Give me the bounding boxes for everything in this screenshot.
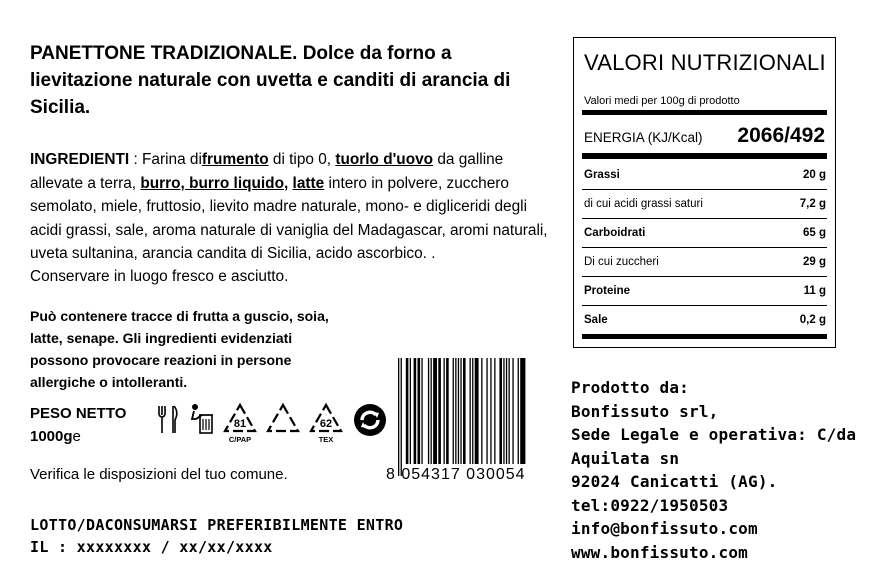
energy-row [584, 124, 825, 148]
barcode-bar [406, 358, 409, 464]
barcode-bar [512, 358, 513, 464]
barcode-bar [453, 358, 454, 464]
row-divider [582, 305, 827, 306]
barcode-bar [444, 358, 445, 464]
barcode-bar [486, 358, 487, 464]
producer-line: info@bonfissuto.com [571, 519, 758, 538]
barcode-bar [520, 358, 525, 464]
barcode-bar [470, 358, 471, 464]
nutrition-row: Sale 0,2 g [584, 314, 826, 326]
svg-text:C/PAP: C/PAP [228, 435, 252, 444]
nutrition-table [573, 37, 836, 348]
barcode-bar [421, 358, 422, 464]
allergen-highlight: frumento [201, 151, 269, 168]
net-weight-label: PESO NETTO [30, 405, 127, 422]
ingredients-part: da galline allevate a terra, [30, 151, 504, 192]
producer-line: Bonfissuto srl, [571, 401, 719, 421]
energy-label: ENERGIA (KJ/Kcal) [584, 130, 703, 145]
barcode-bar [431, 358, 432, 464]
barcode-number: 8 054317 030054 [386, 466, 526, 483]
barcode-bar [446, 358, 449, 464]
svg-text:62: 62 [319, 418, 333, 430]
divider [582, 110, 827, 115]
barcode-bar [428, 358, 429, 464]
barcode-bar [410, 358, 411, 464]
divider [582, 334, 827, 339]
barcode-bar [490, 358, 491, 464]
barcode-bar [458, 358, 459, 464]
row-divider [582, 247, 827, 248]
nutrition-row: Proteine 11 g [584, 285, 826, 297]
ingredients-label: INGREDIENTI [30, 151, 130, 168]
barcode-bar [460, 358, 461, 464]
divider [582, 153, 827, 159]
disposal-note: Verifica le disposizioni del tuo comune. [30, 466, 288, 483]
nutrition-title: VALORI NUTRIZIONALI [584, 50, 826, 75]
barcode-bar [506, 358, 507, 464]
recycle-plain-icon [266, 402, 300, 436]
barcode-bar [398, 358, 399, 476]
barcode-bar [518, 358, 519, 464]
allergen-highlight: latte [292, 174, 325, 192]
storage-instructions: Conservare in luogo fresco e asciutto. [30, 268, 289, 285]
ingredients-part: : Farina di [129, 151, 202, 168]
producer-line: Aquilata sn [571, 448, 680, 468]
energy-value: 2066/492 [737, 124, 825, 147]
ingredients-text [30, 148, 550, 266]
barcode-bar [494, 358, 495, 464]
allergen-highlight: burro, burro liquido, [140, 174, 289, 192]
producer-info [571, 376, 856, 564]
net-weight-value: 1000ge [30, 428, 81, 445]
barcode-bar [481, 358, 482, 464]
food-contact-icon [156, 402, 182, 436]
nutrition-row: Grassi 20 g [584, 169, 826, 181]
ingredients-part: di tipo 0, [268, 151, 336, 168]
recycle-81-icon [222, 402, 258, 446]
barcode-bar [401, 358, 402, 476]
producer-line: 92024 Canicatti (AG). [571, 472, 778, 491]
barcode-bar [472, 358, 473, 464]
barcode-bar [499, 358, 502, 464]
nutrition-subtitle: Valori medi per 100g di prodotto [584, 95, 740, 107]
svg-text:81: 81 [233, 418, 247, 430]
nutrition-row: Di cui zuccheri 29 g [584, 256, 826, 268]
row-divider [582, 218, 827, 219]
barcode-bar [503, 358, 504, 464]
recycle-62-icon [308, 402, 344, 446]
allergen-warning: Può contenere tracce di frutta a guscio, soia, latte, senape. Gli ingredienti evidenziati possono provocare reazioni in persone allergiche o intolleranti. [30, 308, 329, 390]
lot-line-2: IL : xxxxxxxx / xx/xx/xxxx [30, 538, 273, 556]
producer-line: tel:0922/1950503 [571, 495, 729, 515]
barcode-bar [455, 358, 456, 464]
row-divider [582, 276, 827, 277]
bin-icon [190, 402, 214, 436]
nutrition-row: di cui acidi grassi saturi 7,2 g [584, 198, 826, 210]
barcode-bar [418, 358, 421, 464]
lot-line-1: LOTTO/DACONSUMARSI PREFERIBILMENTE ENTRO [30, 516, 404, 534]
ingredients-part: intero in polvere, zucchero semolato, miele, fruttosio, lievito madre naturale, mono- e digliceridi degli acidi grassi, sale, aroma naturale di vaniglia del Madagascar, aromi naturali, uveta sultanina, arancia candita di Sicilia, acido ascorbico. . [30, 174, 548, 262]
barcode-bar [414, 358, 417, 464]
barcode-bar [463, 358, 466, 464]
svg-text:TEX: TEX [318, 435, 334, 444]
lot-expiry [30, 514, 403, 558]
row-divider [582, 189, 827, 190]
producer-line: Prodotto da: [571, 378, 689, 397]
nutrition-row: Carboidrati 65 g [584, 227, 826, 239]
barcode-bar [475, 358, 479, 464]
producer-line: Sede Legale e operativa: C/da [571, 425, 857, 444]
barcode-bar [433, 358, 437, 464]
producer-line: www.bonfissuto.com [571, 542, 748, 562]
barcode-bar [509, 358, 510, 464]
product-title: PANETTONE TRADIZIONALE. Dolce da forno a lievitazione naturale con uvetta e canditi di arancia di Sicilia. [30, 43, 511, 118]
recycling-icons [156, 402, 388, 448]
green-dot-icon [352, 402, 388, 438]
barcode-bar [438, 358, 441, 464]
net-weight [30, 402, 126, 448]
allergen-highlight: tuorlo d'uovo [335, 151, 434, 168]
